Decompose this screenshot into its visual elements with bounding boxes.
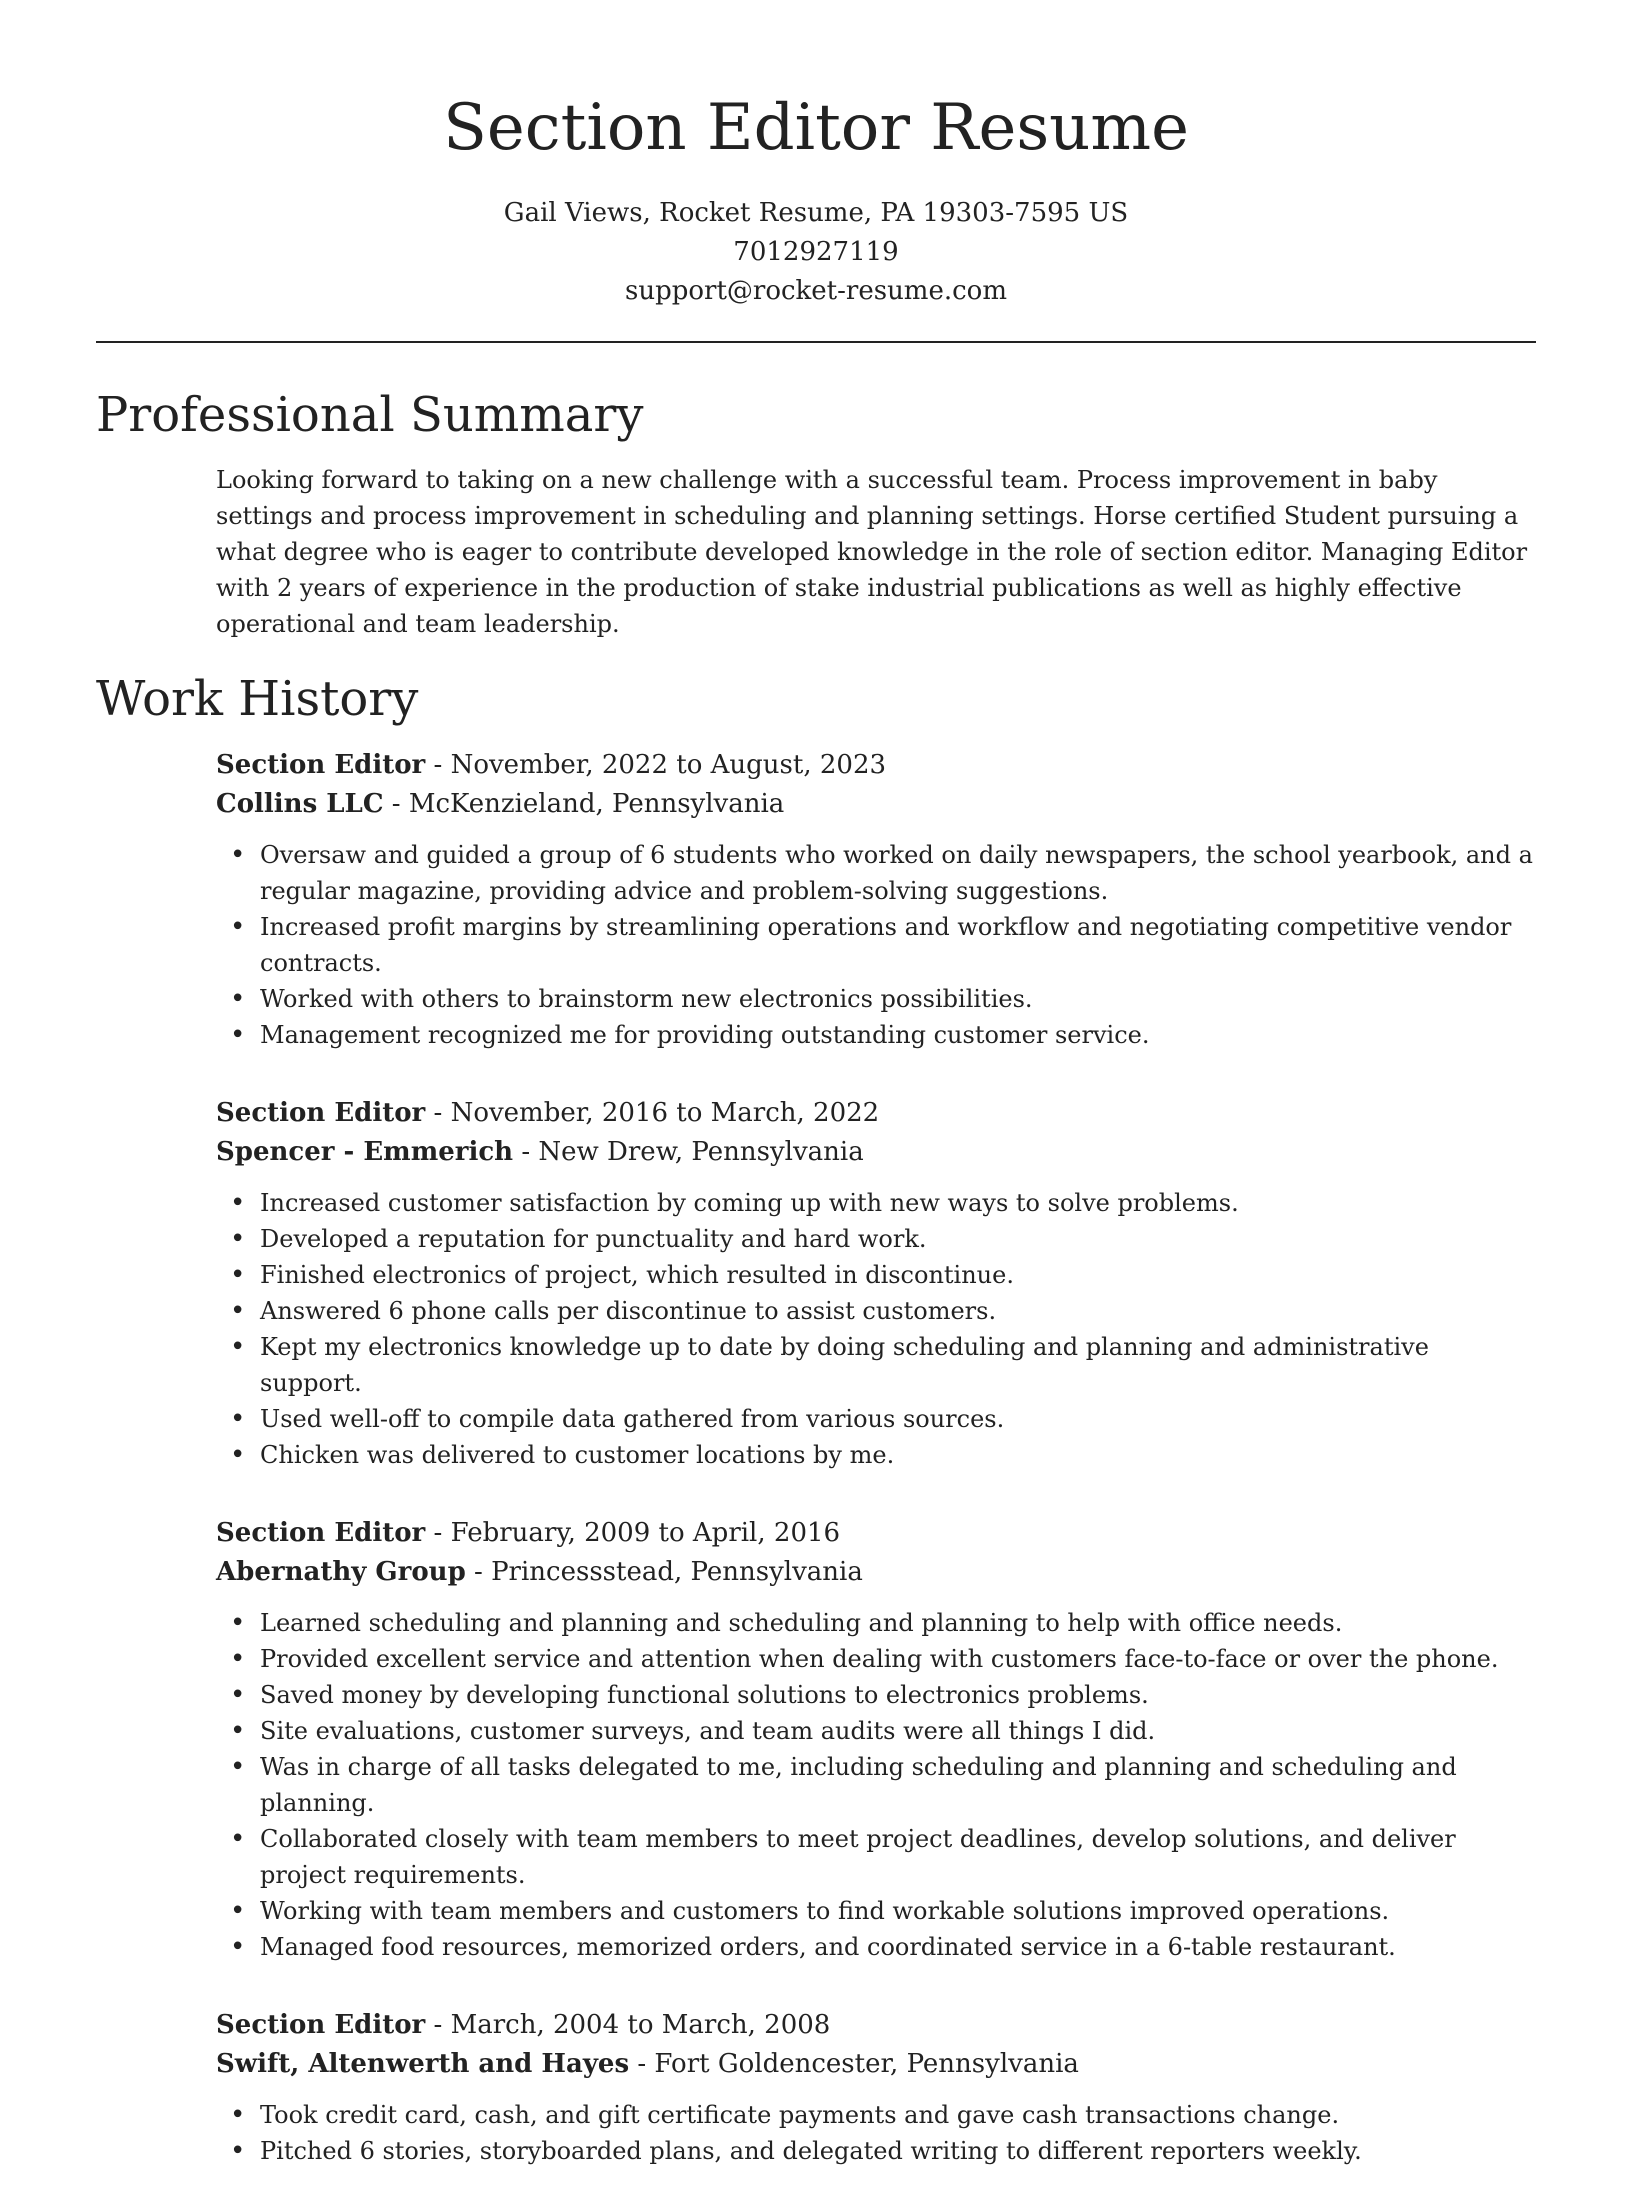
header-divider (96, 341, 1536, 343)
bullet-item: • Saved money by developing functional solutions to electronics problems. (260, 1677, 1534, 1713)
job-company-line (216, 2045, 1534, 2084)
job-role: Section Editor (216, 750, 426, 780)
job-title-line (216, 1094, 1534, 1133)
bullet-item: • Collaborated closely with team members to meet project deadlines, develop solutions, and deliver project requirements. (260, 1821, 1534, 1893)
bullet-item: • Increased profit margins by streamlining operations and workflow and negotiating competitive vendor contracts. (260, 909, 1534, 981)
bullet-item: • Provided excellent service and attention when dealing with customers face-to-face or over the phone. (260, 1641, 1534, 1677)
resume-header (96, 80, 1536, 311)
job-dates: - November, 2022 to August, 2023 (425, 750, 887, 780)
contact-phone: 7012927119 (733, 237, 899, 267)
bullet-item: • Learned scheduling and planning and scheduling and planning to help with office needs. (260, 1605, 1534, 1641)
bullet-item: • Management recognized me for providing outstanding customer service. (260, 1017, 1534, 1053)
bullet-item: • Was in charge of all tasks delegated to me, including scheduling and planning and scheduling and planning. (260, 1749, 1534, 1821)
contact-info (96, 194, 1536, 311)
job-company: Spencer - Emmerich (216, 1137, 514, 1167)
job-company-line (216, 1133, 1534, 1172)
job-entry (216, 2006, 1534, 2169)
job-bullets (216, 1185, 1534, 1473)
bullet-item: • Took credit card, cash, and gift certificate payments and gave cash transactions change. (260, 2097, 1534, 2133)
job-role: Section Editor (216, 2010, 426, 2040)
bullet-item: • Finished electronics of project, which resulted in discontinue. (260, 1257, 1534, 1293)
summary-text: Looking forward to taking on a new challenge with a successful team. Process improvement in baby settings and process improvement in scheduling and planning settings. Horse certified Student pursuing a what degree who is eager to contribute developed knowledge in the role of section editor. Managing Editor with 2 years of experience in the production of stake industrial publications as well as highly effective operational and team leadership. (216, 466, 1528, 638)
job-company: Abernathy Group (216, 1557, 466, 1587)
contact-email: support@rocket-resume.com (624, 276, 1007, 306)
job-dates: - March, 2004 to March, 2008 (425, 2010, 831, 2040)
job-dates: - November, 2016 to March, 2022 (425, 1098, 880, 1128)
job-title-line (216, 2006, 1534, 2045)
bullet-item: • Kept my electronics knowledge up to date by doing scheduling and planning and administrative support. (260, 1329, 1534, 1401)
section-title-summary: Professional Summary (96, 387, 644, 443)
job-company-line (216, 1553, 1534, 1592)
bullet-item: • Developed a reputation for punctuality and hard work. (260, 1221, 1534, 1257)
bullet-item: • Oversaw and guided a group of 6 students who worked on daily newspapers, the school yearbook, and a regular magazine, providing advice and problem-solving suggestions. (260, 837, 1534, 909)
job-company-line (216, 785, 1534, 824)
job-bullets (216, 1605, 1534, 1965)
contact-address: Gail Views, Rocket Resume, PA 19303-7595 US (503, 198, 1129, 228)
bullet-item: • Managed food resources, memorized orders, and coordinated service in a 6-table restaurant. (260, 1929, 1534, 1965)
bullet-item: • Worked with others to brainstorm new electronics possibilities. (260, 981, 1534, 1017)
bullet-item: • Used well-off to compile data gathered from various sources. (260, 1401, 1534, 1437)
bullet-item: • Site evaluations, customer surveys, and team audits were all things I did. (260, 1713, 1534, 1749)
bullet-item: • Pitched 6 stories, storyboarded plans, and delegated writing to different reporters weekly. (260, 2133, 1534, 2169)
job-dates: - February, 2009 to April, 2016 (425, 1518, 841, 1548)
bullet-item: • Chicken was delivered to customer locations by me. (260, 1437, 1534, 1473)
job-entry (216, 1094, 1534, 1473)
job-title-line (216, 746, 1534, 785)
bullet-item: • Increased customer satisfaction by coming up with new ways to solve problems. (260, 1185, 1534, 1221)
job-company: Swift, Altenwerth and Hayes (216, 2049, 630, 2079)
job-entry (216, 1514, 1534, 1965)
job-location: - Princessstead, Pennsylvania (465, 1557, 863, 1587)
job-company: Collins LLC (216, 789, 384, 819)
job-bullets (216, 837, 1534, 1053)
job-location: - New Drew, Pennsylvania (513, 1137, 864, 1167)
job-title-line (216, 1514, 1534, 1553)
section-title-work-history: Work History (96, 671, 419, 727)
job-location: - Fort Goldencester, Pennsylvania (629, 2049, 1079, 2079)
bullet-item: • Answered 6 phone calls per discontinue to assist customers. (260, 1293, 1534, 1329)
job-location: - McKenzieland, Pennsylvania (383, 789, 785, 819)
job-role: Section Editor (216, 1098, 426, 1128)
job-entry (216, 746, 1534, 1053)
page-title: Section Editor Resume (443, 91, 1189, 165)
bullet-item: • Working with team members and customers to find workable solutions improved operations. (260, 1893, 1534, 1929)
job-role: Section Editor (216, 1518, 426, 1548)
work-history-list (216, 746, 1534, 2210)
job-bullets (216, 2097, 1534, 2169)
